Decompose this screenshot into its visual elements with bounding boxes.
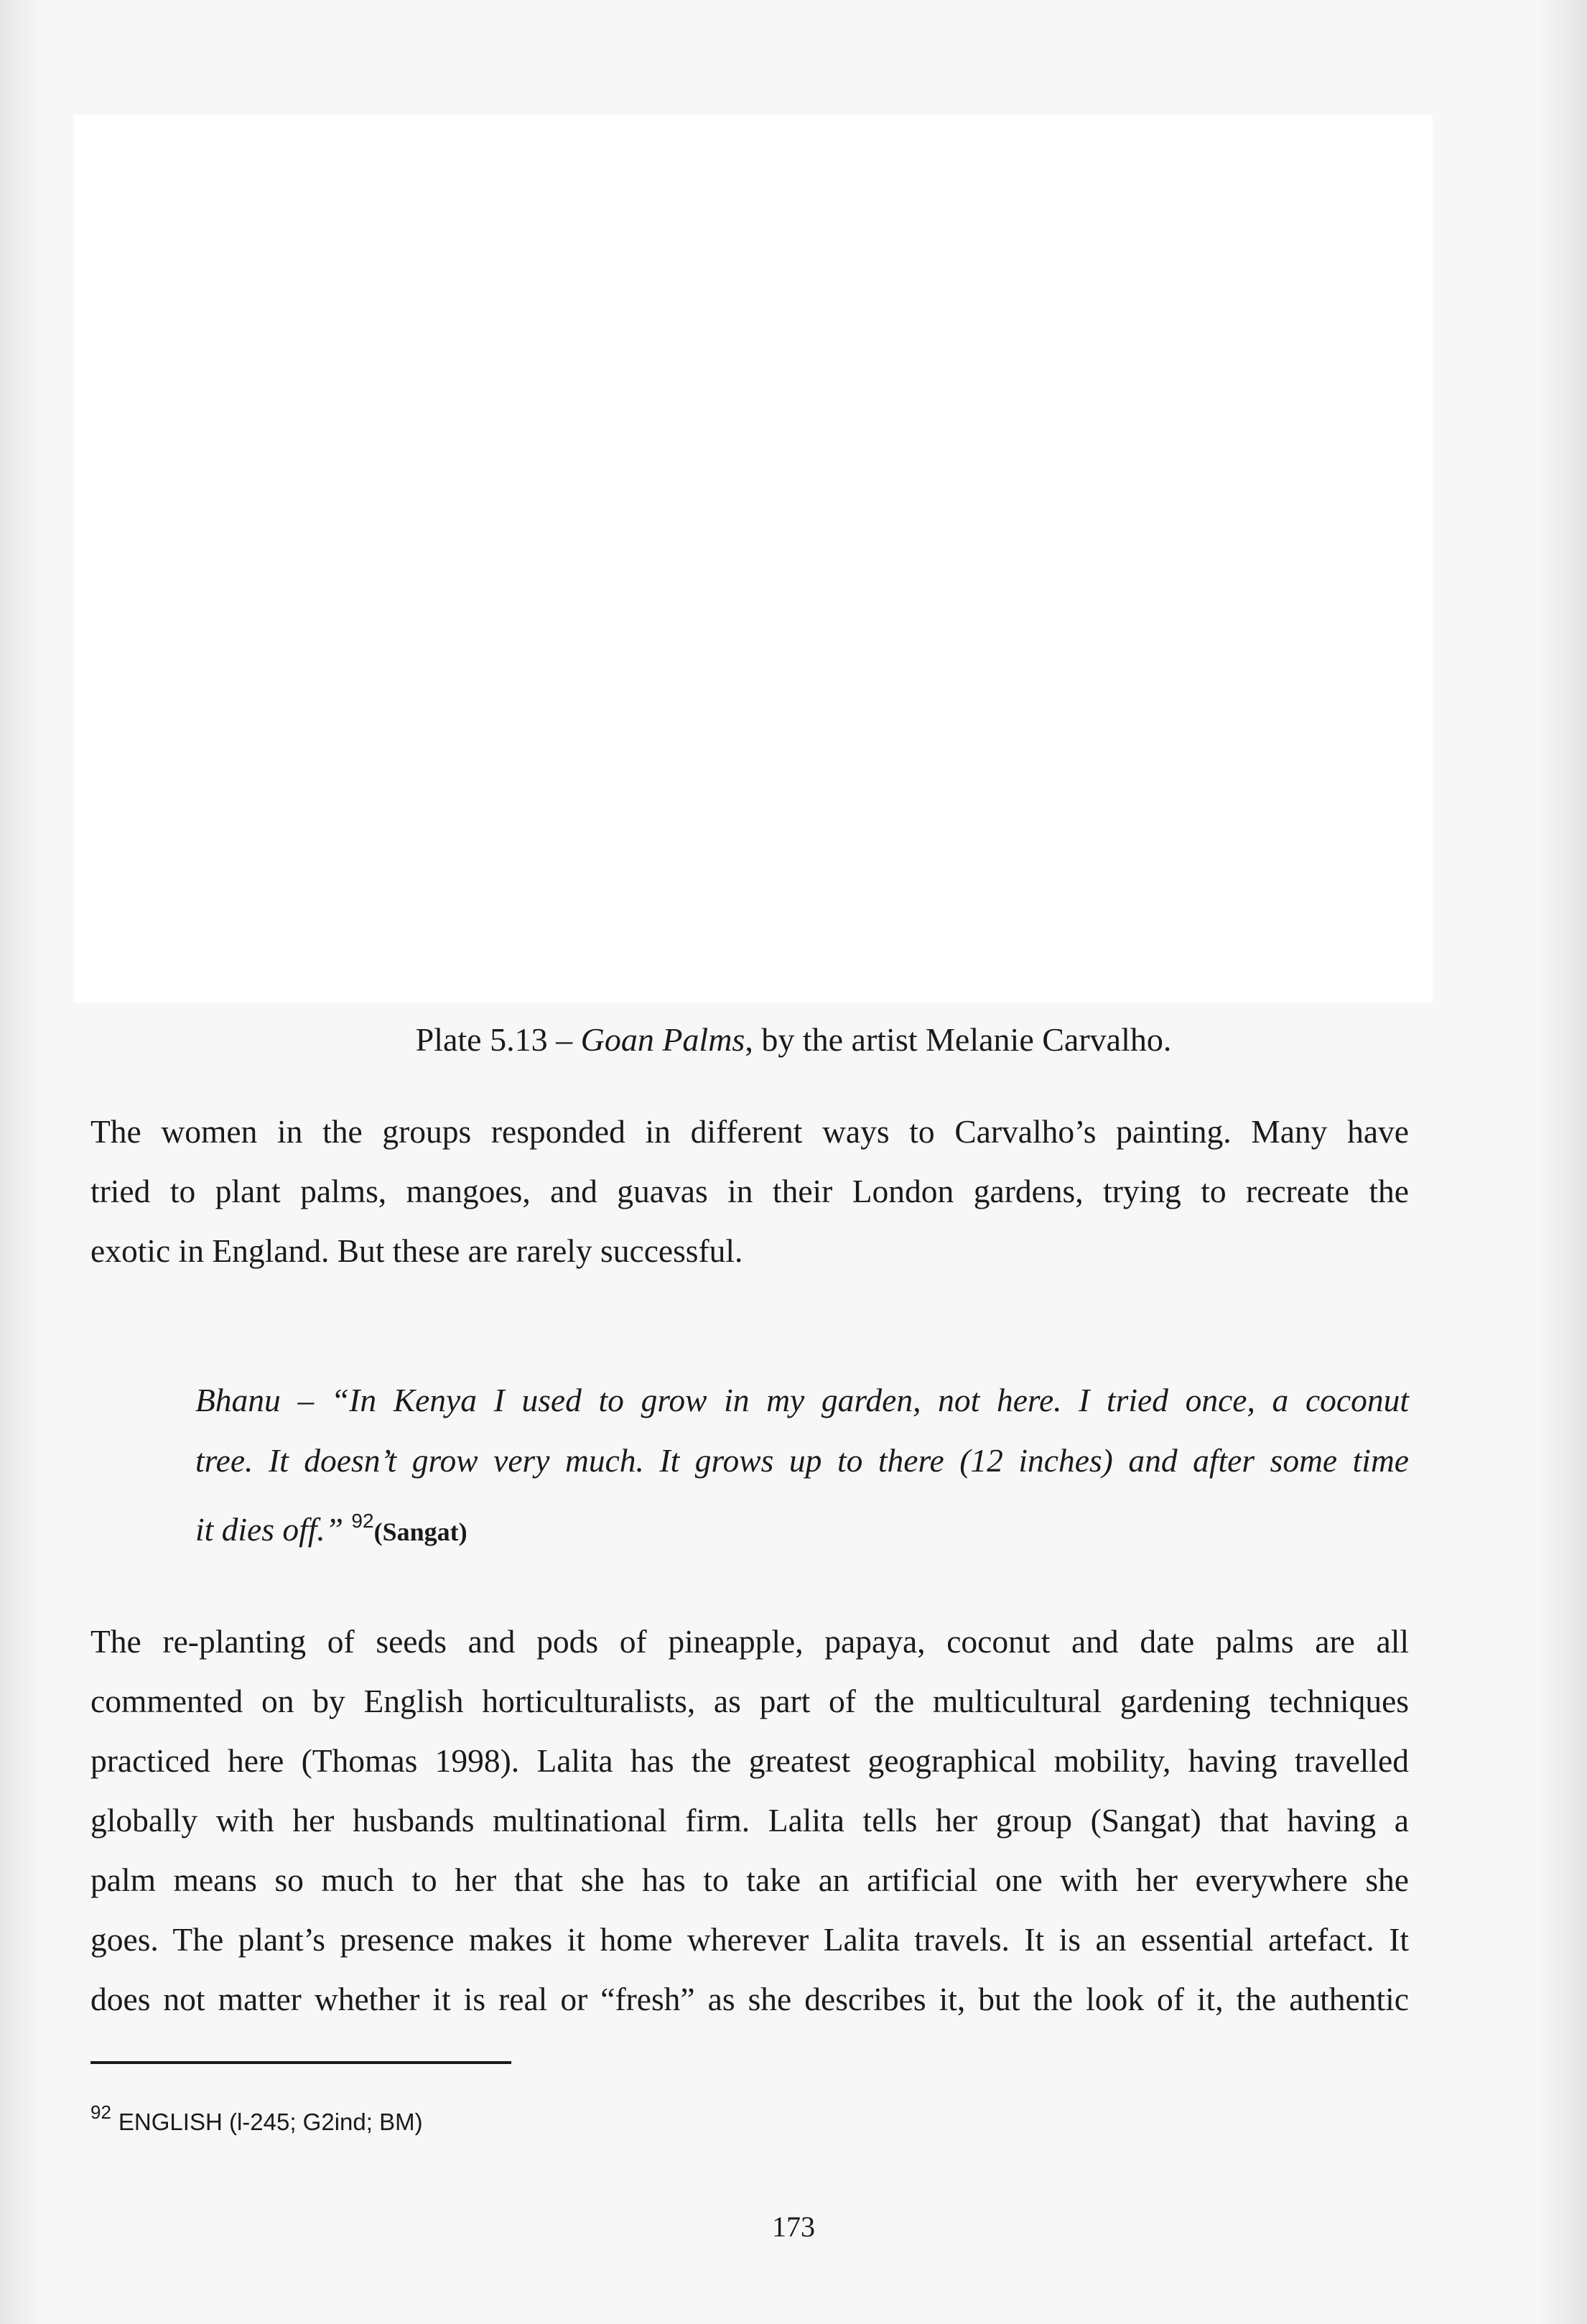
plate-image-placeholder [74,115,1433,1003]
paragraph-2-line: does not matter whether it is real or “fresh” as she describes it, but the look of it, the authentic [90,1981,1409,2017]
quote-line-text: it dies off.” [195,1511,352,1548]
paragraph-2 [90,1612,1409,2029]
page-number: 173 [772,2211,815,2243]
caption-suffix: , by the artist Melanie Carvalho. [745,1021,1172,1058]
caption-prefix: Plate 5.13 – [415,1021,581,1058]
paragraph-2-line: commented on by English horticulturalists, as part of the multicultural gardening techniques [90,1683,1409,1719]
paragraph-2-line: The re-planting of seeds and pods of pineapple, papaya, coconut and date palms are all [90,1623,1409,1660]
paragraph-2-line: goes. The plant’s presence makes it home wherever Lalita travels. It is an essential artefact. It [90,1921,1409,1958]
paragraph-1-line: tried to plant palms, mangoes, and guavas in their London gardens, trying to recreate the [90,1173,1409,1209]
paragraph-1-line: exotic in England. But these are rarely successful. [90,1232,743,1269]
footnote [90,2094,423,2140]
quote-line-last [195,1491,1409,1562]
paragraph-2-line: globally with her husbands multinational firm. Lalita tells her group (Sangat) that having a [90,1802,1409,1839]
quote-source: (Sangat) [373,1517,467,1546]
quote-line: Bhanu – “In Kenya I used to grow in my garden, not here. I tried once, a coconut [195,1382,1409,1418]
paragraph-1 [90,1102,1409,1280]
block-quote [195,1370,1409,1562]
caption-title: Goan Palms [580,1021,745,1058]
paragraph-2-line: practiced here (Thomas 1998). Lalita has the greatest geographical mobility, having travelled [90,1742,1409,1779]
quote-line: tree. It doesn’t grow very much. It grows up to there (12 inches) and after some time [195,1442,1409,1479]
footnote-number: 92 [90,2101,111,2123]
footnote-text: ENGLISH (l-245; G2ind; BM) [118,2109,423,2135]
footnote-reference[interactable]: 92 [351,1510,374,1532]
figure-caption [0,1018,1587,1061]
paragraph-1-line: The women in the groups responded in different ways to Carvalho’s painting. Many have [90,1113,1409,1150]
paragraph-2-line: palm means so much to her that she has to take an artificial one with her everywhere she [90,1861,1409,1898]
footnote-divider [90,2061,511,2064]
